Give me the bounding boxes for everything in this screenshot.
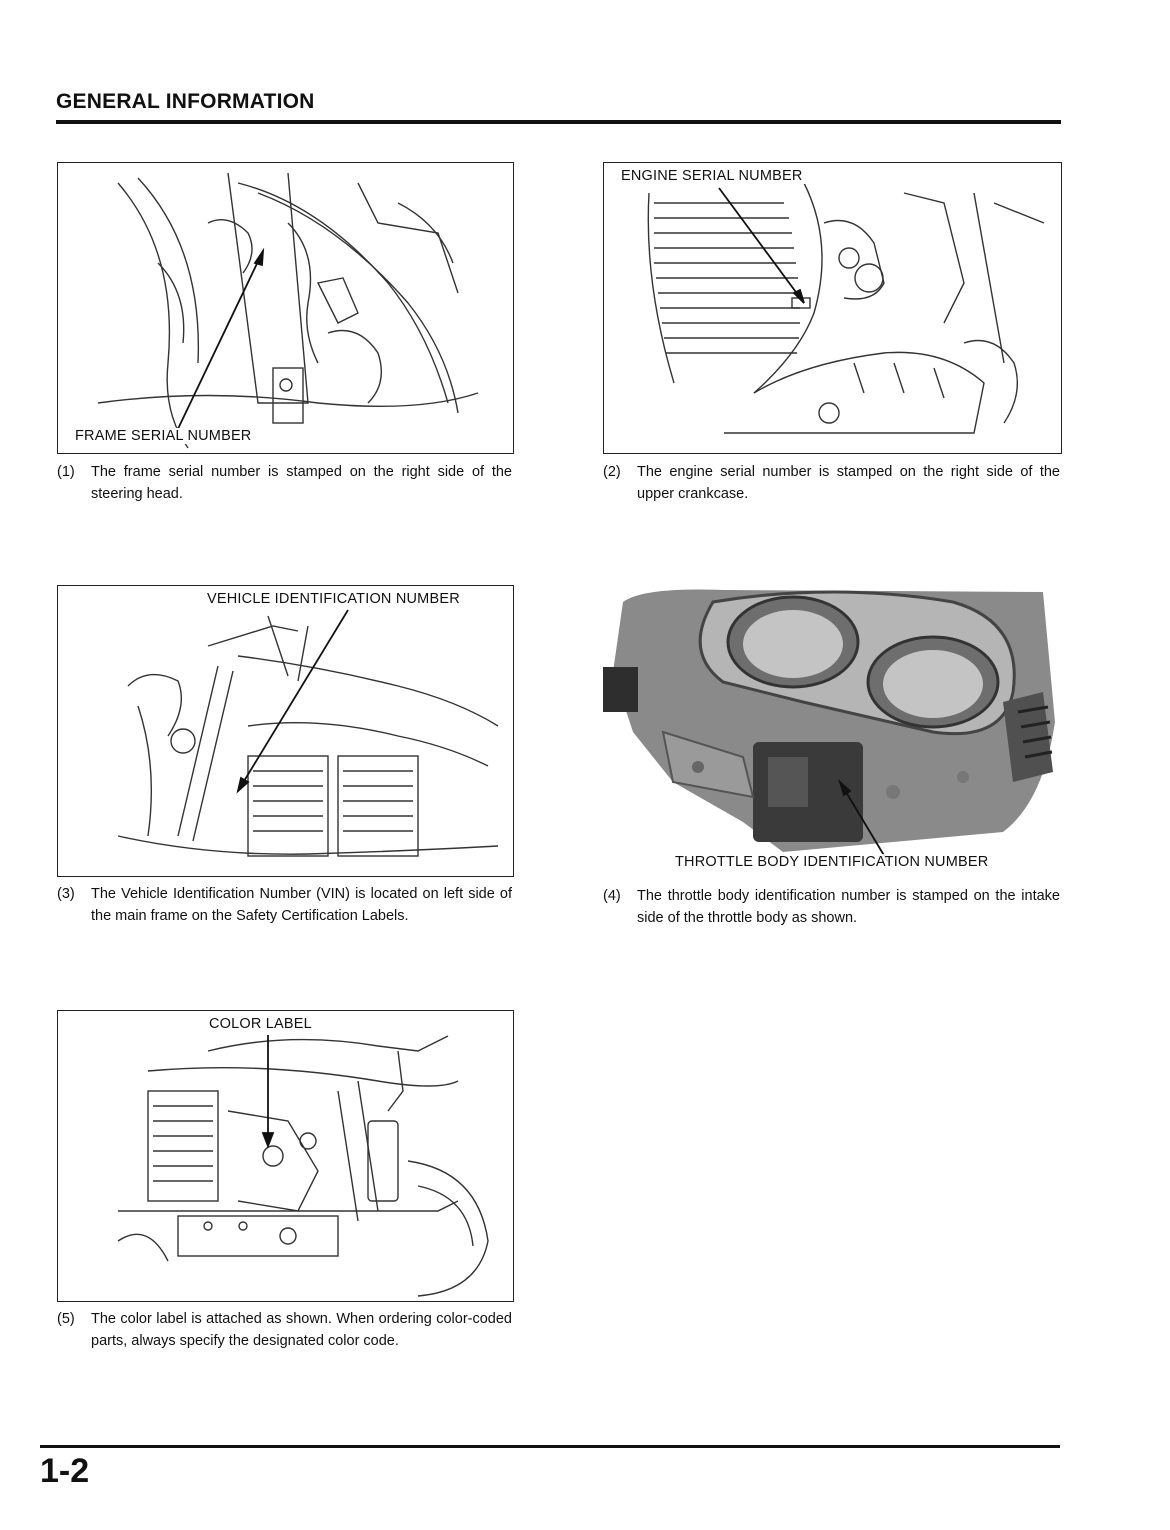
vin-figure <box>57 585 514 877</box>
frame-leader-line <box>58 163 513 453</box>
throttle-caption <box>603 885 1060 929</box>
engine-leader-line <box>604 163 1061 453</box>
color-label-caption <box>57 1308 512 1352</box>
engine-label: ENGINE SERIAL NUMBER <box>618 168 806 184</box>
header-rule <box>56 120 1061 124</box>
engine-figure <box>603 162 1062 454</box>
caption-number: (4) <box>603 888 621 904</box>
caption-text: The frame serial number is stamped on the right side of the steering head. <box>91 464 512 502</box>
frame-figure <box>57 162 514 454</box>
color-label-label: COLOR LABEL <box>206 1016 315 1032</box>
throttle-photo <box>603 582 1060 879</box>
vin-leader-line <box>58 586 513 876</box>
caption-text: The Vehicle Identification Number (VIN) is located on left side of the main frame on the Safety Certification Labels. <box>91 886 512 924</box>
caption-number: (3) <box>57 886 75 902</box>
footer-rule <box>40 1445 1060 1448</box>
caption-number: (1) <box>57 464 75 480</box>
caption-number: (2) <box>603 464 621 480</box>
frame-label: FRAME SERIAL NUMBER <box>72 428 254 444</box>
throttle-leader-line <box>603 582 1060 879</box>
throttle-label: THROTTLE BODY IDENTIFICATION NUMBER <box>675 854 989 870</box>
color-label-leader-line <box>58 1011 513 1301</box>
caption-number: (5) <box>57 1311 75 1327</box>
caption-text: The engine serial number is stamped on the right side of the upper crankcase. <box>637 464 1060 502</box>
vin-caption <box>57 883 512 927</box>
engine-caption <box>603 461 1060 505</box>
color-label-figure <box>57 1010 514 1302</box>
vin-label: VEHICLE IDENTIFICATION NUMBER <box>204 591 463 607</box>
page-number: 1-2 <box>40 1452 90 1490</box>
caption-text: The color label is attached as shown. When ordering color-coded parts, always specify the designated color code. <box>91 1311 512 1349</box>
frame-caption <box>57 461 512 505</box>
caption-text: The throttle body identification number is stamped on the intake side of the throttle body as shown. <box>637 888 1060 926</box>
page-title: GENERAL INFORMATION <box>56 90 315 113</box>
